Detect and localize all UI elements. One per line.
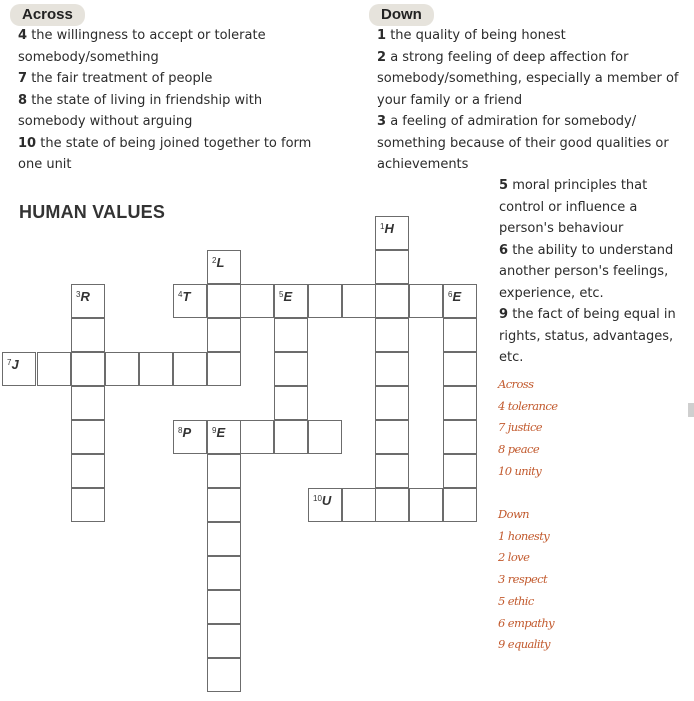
grid-cell[interactable]	[71, 488, 105, 522]
cell-number	[178, 424, 191, 439]
grid-cell[interactable]	[71, 318, 105, 352]
grid-cell[interactable]	[342, 284, 376, 318]
cell-letter: T	[182, 289, 191, 304]
cell-letter: J	[11, 357, 19, 372]
cell-number	[448, 288, 461, 303]
answer-line: 2 love	[498, 550, 530, 565]
grid-cell[interactable]	[71, 420, 105, 454]
clue-line: 3 a feeling of admiration for somebody/	[377, 114, 637, 129]
clue-line: one unit	[18, 157, 72, 172]
grid-cell[interactable]	[105, 352, 139, 386]
clue-line: another person's feelings,	[499, 264, 669, 279]
clue-line: person's behaviour	[499, 221, 624, 236]
grid-cell[interactable]	[173, 420, 207, 454]
cell-number	[178, 288, 190, 303]
grid-cell[interactable]	[274, 352, 308, 386]
clue-line: 6 the ability to understand	[499, 242, 674, 258]
grid-cell[interactable]	[308, 420, 342, 454]
grid-cell[interactable]	[139, 352, 173, 386]
clue-line: 2 a strong feeling of deep affection for	[377, 49, 629, 65]
grid-cell[interactable]	[71, 454, 105, 488]
cell-letter: P	[182, 425, 192, 440]
grid-cell[interactable]	[443, 488, 477, 522]
clue-line: your family or a friend	[377, 92, 523, 108]
grid-cell[interactable]	[443, 386, 477, 420]
clue-line: control or influence a	[499, 199, 638, 215]
grid-cell[interactable]	[207, 658, 241, 692]
down-clues-continued	[499, 175, 676, 369]
grid-cell[interactable]	[375, 352, 409, 386]
answer-line: Down	[498, 507, 529, 521]
grid-cell[interactable]	[71, 284, 105, 318]
cell-number	[212, 254, 224, 269]
clue-line: experience, etc.	[499, 285, 604, 301]
cell-number	[380, 220, 394, 235]
cell-letter: H	[384, 221, 394, 236]
clue-line: somebody/something, especially a member of	[377, 71, 679, 86]
cell-letter: E	[216, 425, 226, 440]
cell-letter: R	[80, 289, 90, 304]
cell-number	[76, 288, 90, 303]
answer-line: 4 tolerance	[498, 398, 558, 413]
grid-cell[interactable]	[274, 420, 308, 454]
down-clues	[377, 25, 679, 176]
answer-line: 6 empathy	[498, 615, 555, 630]
grid-cell[interactable]	[207, 352, 241, 386]
clue-line: 9 the fact of being equal in	[499, 307, 676, 322]
grid-cell[interactable]	[240, 420, 274, 454]
answer-line: 3 respect	[498, 572, 548, 587]
answer-line: 9 equality	[498, 637, 550, 652]
grid-cell[interactable]	[274, 386, 308, 420]
grid-cell[interactable]	[207, 522, 241, 556]
grid-cell[interactable]	[375, 454, 409, 488]
answers-across	[498, 374, 557, 483]
grid-cell[interactable]	[342, 488, 376, 522]
grid-cell[interactable]	[375, 318, 409, 352]
grid-cell[interactable]	[207, 488, 241, 522]
grid-cell[interactable]	[274, 284, 308, 318]
across-clues	[18, 25, 311, 176]
grid-cell[interactable]	[71, 352, 105, 386]
answer-line: 1 honesty	[498, 528, 550, 543]
clue-line: 7 the fair treatment of people	[18, 71, 213, 86]
cell-letter: E	[283, 289, 293, 304]
grid-cell[interactable]	[375, 386, 409, 420]
grid-cell[interactable]	[308, 284, 342, 318]
grid-cell[interactable]	[443, 352, 477, 386]
cell-number	[313, 492, 331, 507]
clue-line: something because of their good qualities or	[377, 135, 669, 151]
grid-cell[interactable]	[308, 488, 342, 522]
grid-cell[interactable]	[375, 216, 409, 250]
clue-line: etc.	[499, 350, 524, 365]
clue-number: 8	[178, 426, 183, 435]
grid-cell[interactable]	[375, 284, 409, 318]
cell-number	[279, 288, 292, 303]
grid-cell[interactable]	[173, 284, 207, 318]
clue-line: 4 the willingness to accept or tolerate	[18, 28, 266, 43]
grid-cell[interactable]	[443, 454, 477, 488]
clue-number: 2	[212, 256, 217, 265]
clue-line: 8 the state of living in friendship with	[18, 92, 263, 108]
clue-number: 3	[76, 290, 81, 299]
clue-line: somebody without arguing	[18, 114, 193, 129]
grid-cell[interactable]	[375, 250, 409, 284]
clue-line: 10 the state of being joined together to form	[18, 135, 312, 151]
clue-number: 1	[380, 222, 385, 231]
clue-number: 10	[313, 494, 322, 503]
grid-cell[interactable]	[207, 250, 241, 284]
grid-cell[interactable]	[207, 318, 241, 352]
cell-letter: U	[321, 493, 332, 508]
clue-number: 4	[178, 290, 183, 299]
grid-cell[interactable]	[207, 624, 241, 658]
grid-cell[interactable]	[443, 318, 477, 352]
grid-cell[interactable]	[2, 352, 36, 386]
cell-number	[7, 356, 19, 371]
answer-line: 5 ethic	[498, 593, 534, 608]
clue-number: 6	[448, 290, 453, 299]
grid-cell[interactable]	[274, 318, 308, 352]
clue-line: rights, status, advantages,	[499, 328, 674, 344]
grid-cell[interactable]	[443, 284, 477, 318]
clue-line: 5 moral principles that	[499, 178, 648, 193]
page-edge-mark	[688, 403, 694, 417]
grid-cell[interactable]	[409, 284, 443, 318]
cell-letter: E	[452, 289, 462, 304]
grid-cell[interactable]	[71, 386, 105, 420]
grid-cell[interactable]	[207, 284, 241, 318]
grid-cell[interactable]	[443, 420, 477, 454]
down-heading: Down	[369, 4, 434, 26]
cell-number	[212, 424, 225, 439]
puzzle-title: HUMAN VALUES	[19, 202, 166, 222]
grid-cell[interactable]	[409, 488, 443, 522]
grid-cell[interactable]	[207, 590, 241, 624]
grid-cell[interactable]	[207, 556, 241, 590]
grid-cell[interactable]	[173, 352, 207, 386]
clue-number: 5	[279, 290, 284, 299]
grid-cell[interactable]	[207, 420, 241, 454]
across-heading: Across	[10, 4, 85, 26]
clue-number: 9	[212, 426, 217, 435]
clue-line: achievements	[377, 157, 469, 172]
answers-down	[498, 504, 554, 656]
answer-line: 7 justice	[498, 420, 542, 435]
answer-line: Across	[498, 377, 534, 391]
grid-cell[interactable]	[37, 352, 71, 386]
grid-cell[interactable]	[240, 284, 274, 318]
clue-line: 1 the quality of being honest	[377, 28, 566, 43]
answer-line: 8 peace	[498, 442, 540, 457]
grid-cell[interactable]	[375, 420, 409, 454]
clue-line: somebody/something	[18, 49, 159, 65]
grid-cell[interactable]	[207, 454, 241, 488]
grid-cell[interactable]	[375, 488, 409, 522]
clue-number: 7	[7, 358, 12, 367]
cell-letter: L	[216, 255, 225, 270]
answer-line: 10 unity	[498, 463, 542, 478]
